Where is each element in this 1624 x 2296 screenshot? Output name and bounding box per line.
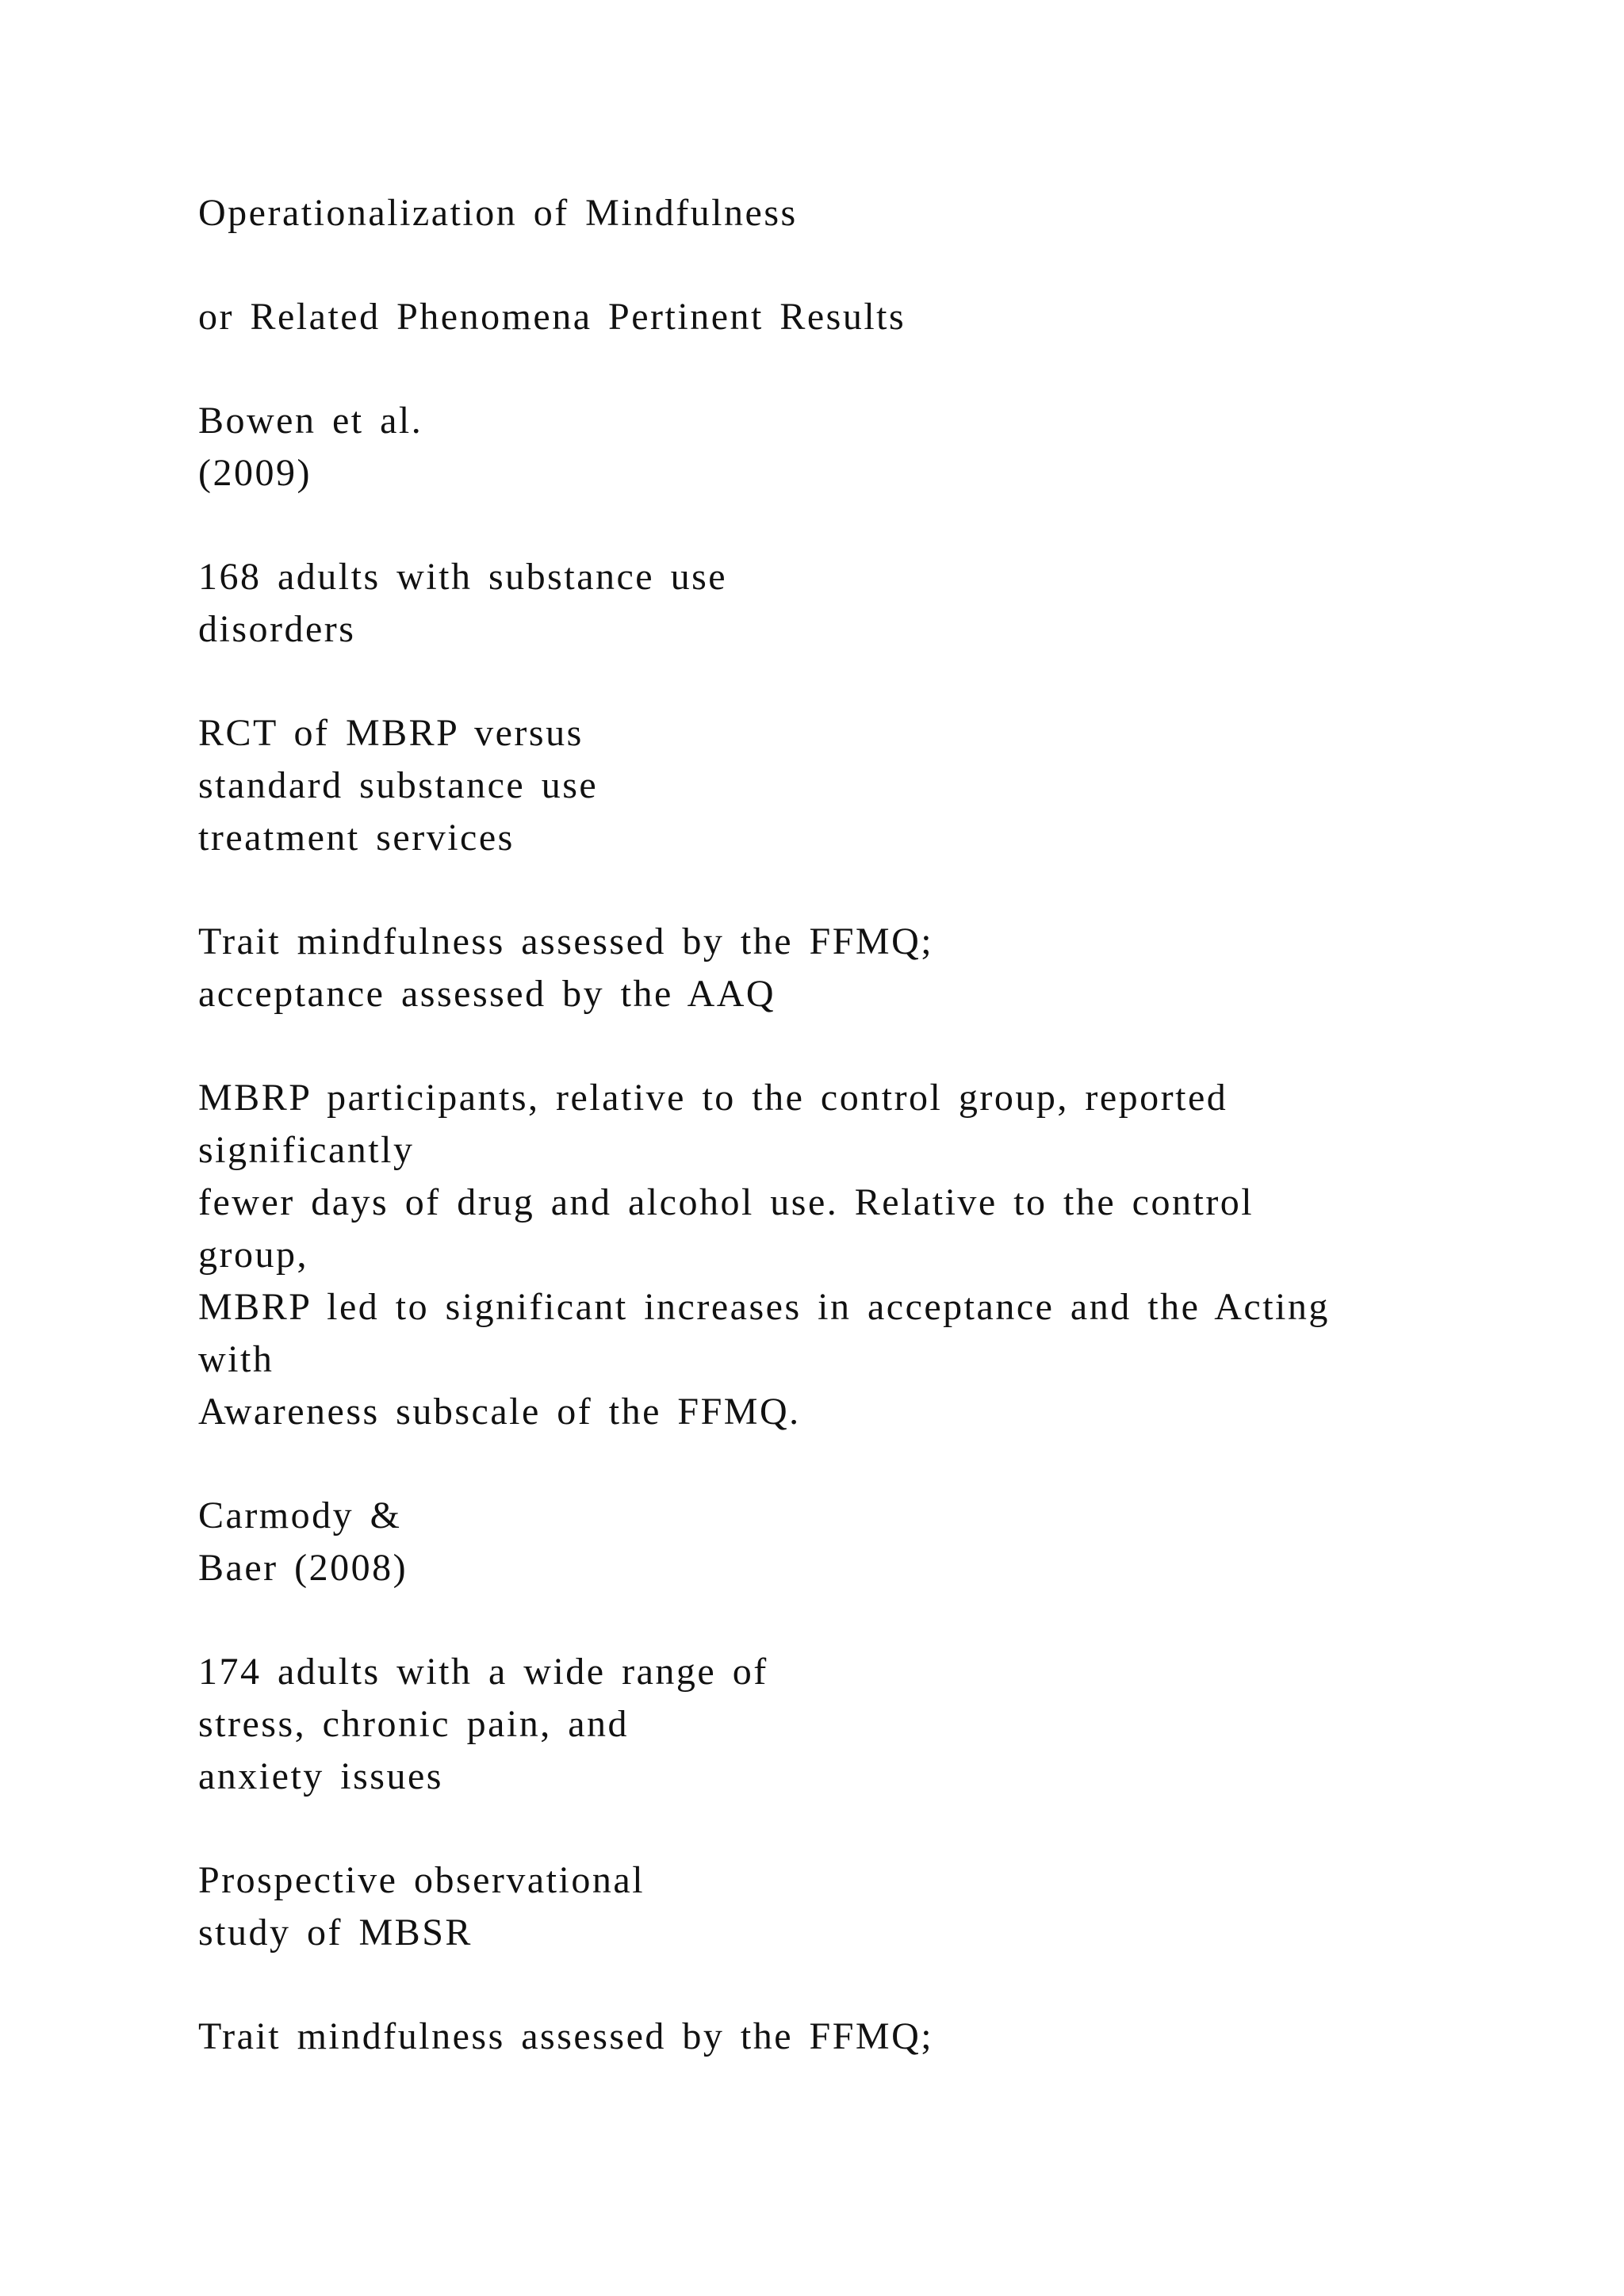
text-line: with xyxy=(198,1338,274,1380)
text-line: 168 adults with substance use xyxy=(198,556,728,598)
text-line: fewer days of drug and alcohol use. Relative to the control xyxy=(198,1181,1254,1223)
text-line: group, xyxy=(198,1234,308,1276)
study-sample-carmody xyxy=(198,1646,1546,1803)
text-line: acceptance assessed by the AAQ xyxy=(198,973,776,1015)
study-results-bowen xyxy=(198,1072,1546,1438)
text-line: 174 adults with a wide range of xyxy=(198,1651,768,1693)
text-line: MBRP participants, relative to the control group, reported xyxy=(198,1077,1228,1119)
text-line: disorders xyxy=(198,608,356,650)
study-measures-bowen xyxy=(198,916,1546,1020)
text-line: anxiety issues xyxy=(198,1755,443,1797)
text-line: standard substance use xyxy=(198,764,599,806)
text-line: Trait mindfulness assessed by the FFMQ; xyxy=(198,920,934,962)
text-line: RCT of MBRP versus xyxy=(198,712,584,754)
text-line: MBRP led to significant increases in acceptance and the Acting xyxy=(198,1286,1330,1328)
text-line: Baer (2008) xyxy=(198,1547,408,1589)
study-sample-bowen xyxy=(198,551,1546,656)
text-line: or Related Phenomena Pertinent Results xyxy=(198,296,906,338)
section-heading-line-2 xyxy=(198,291,1546,343)
text-line: (2009) xyxy=(198,452,312,494)
text-line: study of MBSR xyxy=(198,1911,473,1954)
study-measures-carmody xyxy=(198,2011,1546,2063)
text-line: Trait mindfulness assessed by the FFMQ; xyxy=(198,2015,934,2057)
text-line: Bowen et al. xyxy=(198,400,423,442)
study-design-carmody xyxy=(198,1854,1546,1959)
study-design-bowen xyxy=(198,707,1546,864)
text-line: Prospective observational xyxy=(198,1859,645,1901)
text-line: Carmody & xyxy=(198,1494,402,1536)
text-line: Awareness subscale of the FFMQ. xyxy=(198,1391,801,1433)
text-line: stress, chronic pain, and xyxy=(198,1703,630,1745)
section-heading-line-1 xyxy=(198,187,1546,239)
text-line: significantly xyxy=(198,1129,415,1171)
text-line: treatment services xyxy=(198,817,515,859)
study-citation-bowen xyxy=(198,395,1546,499)
study-citation-carmody xyxy=(198,1490,1546,1594)
document-body xyxy=(198,187,1546,2114)
text-line: Operationalization of Mindfulness xyxy=(198,192,798,234)
